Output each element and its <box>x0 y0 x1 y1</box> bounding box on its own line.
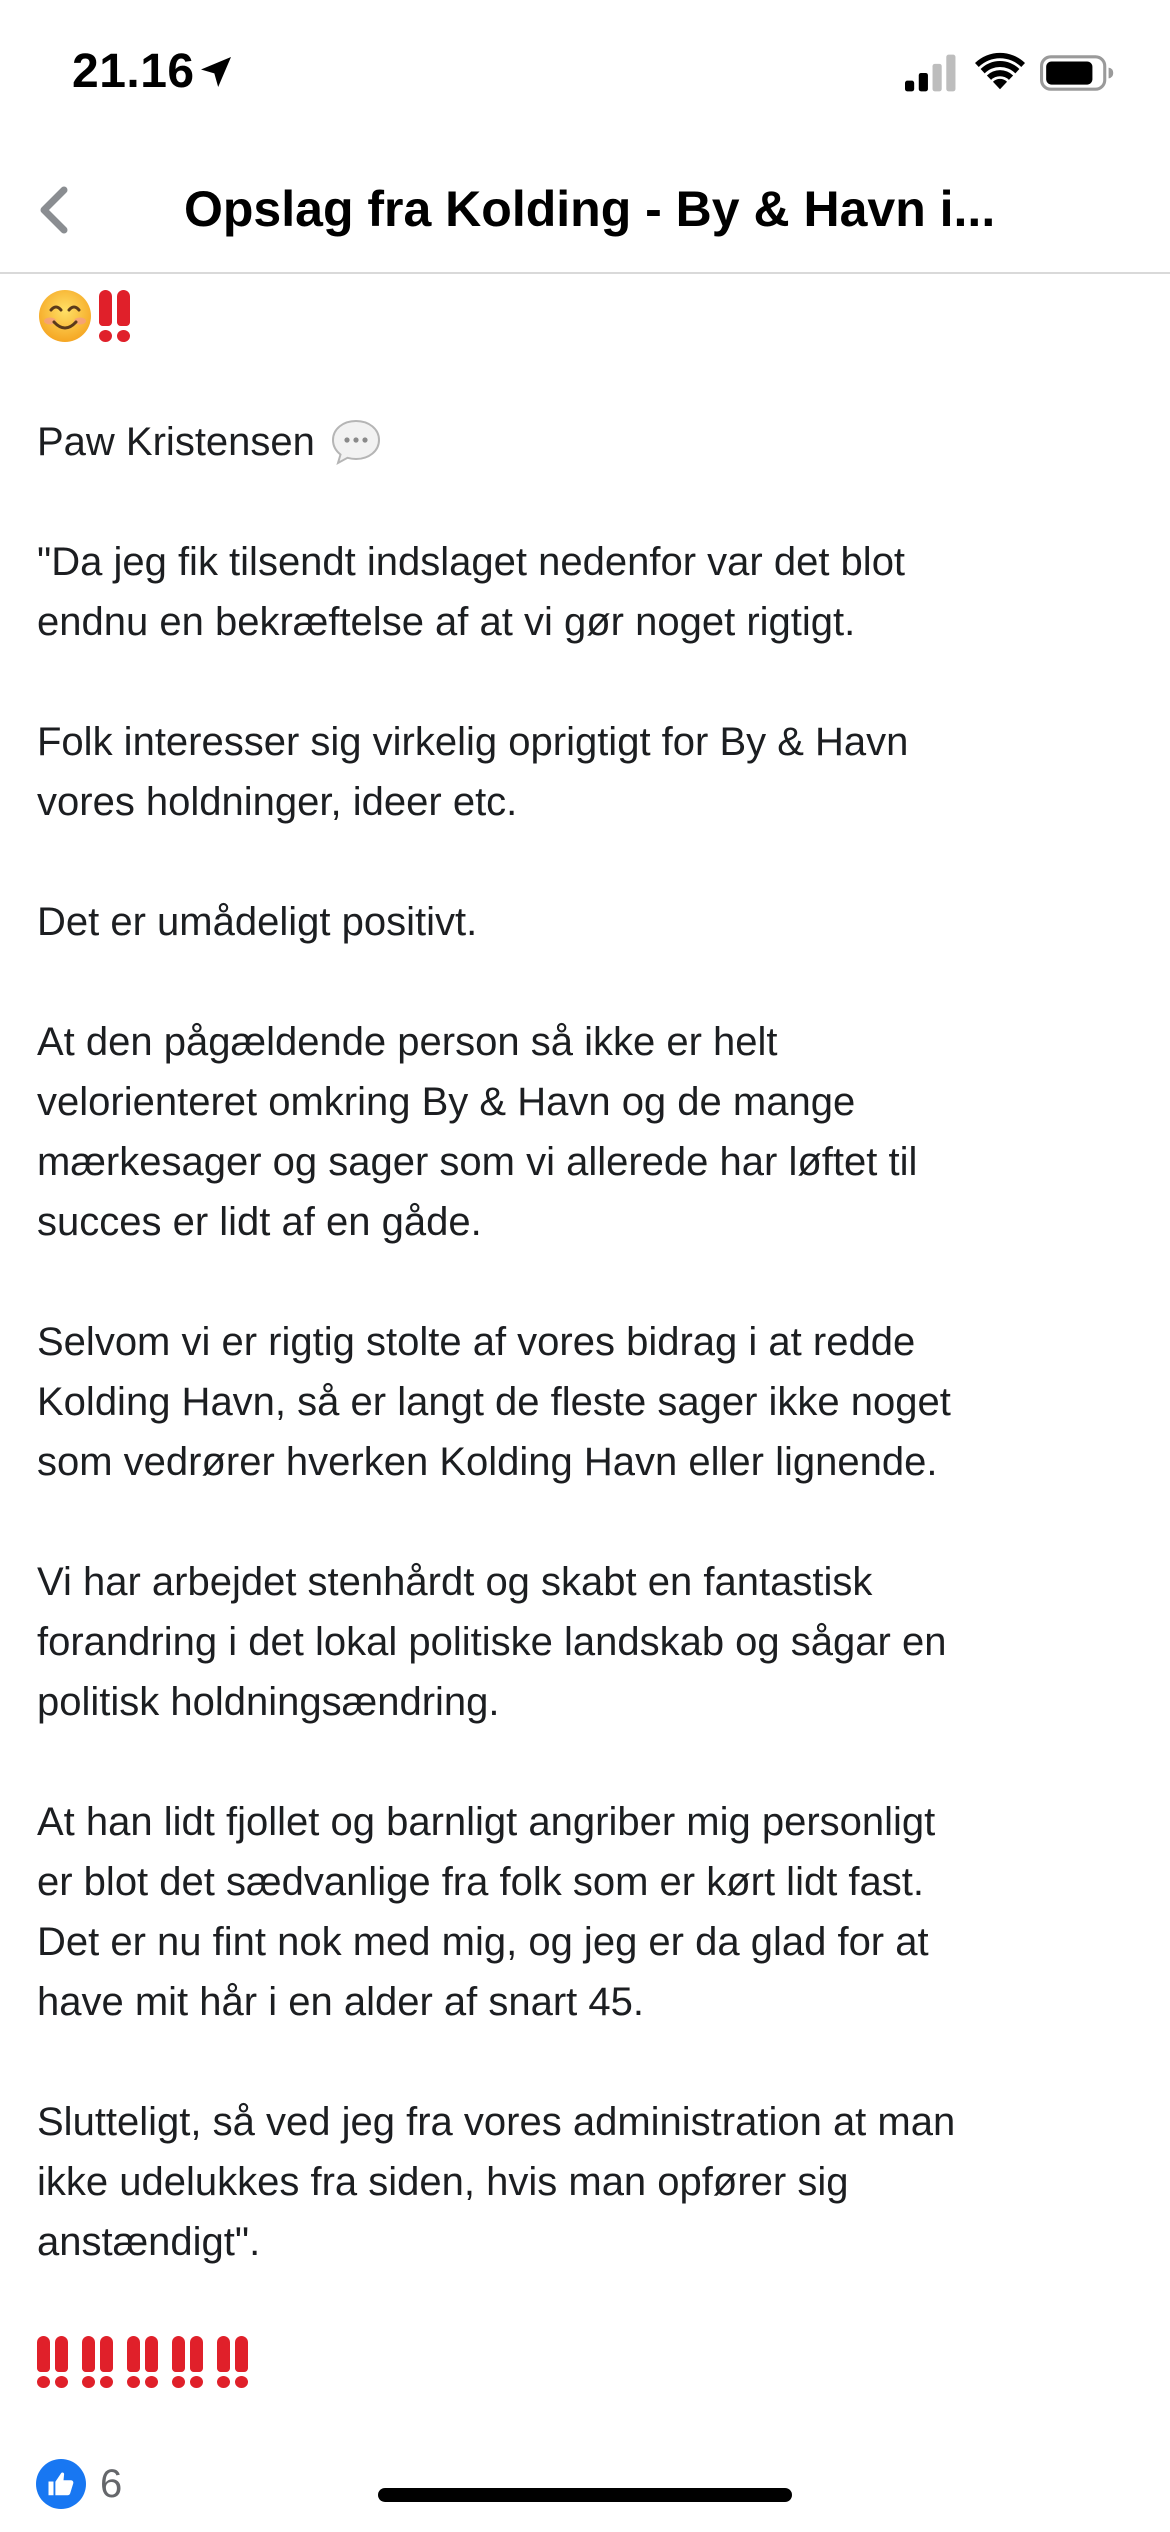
post-paragraph: Selvom vi er rigtig stolte af vores bidrag i at redde Kolding Havn, så er langt de fleste sager ikke noget som vedrører hverken Kolding Havn eller lignende. <box>37 1320 951 1484</box>
cellular-signal-icon <box>905 54 957 92</box>
double-exclamation-icon <box>127 2334 158 2390</box>
smiling-face-icon <box>37 288 93 344</box>
double-exclamation-icon <box>99 288 130 344</box>
double-exclamation-icon <box>172 2334 203 2390</box>
chevron-left-icon <box>28 180 84 240</box>
battery-icon <box>1040 54 1114 92</box>
reaction-summary[interactable] <box>36 2456 122 2512</box>
bottom-emoji-row <box>37 2334 1137 2390</box>
double-exclamation-icon <box>217 2334 248 2390</box>
post-paragraph: Slutteligt, så ved jeg fra vores administration at man ikke udelukkes fra siden, hvis man opfører sig anstændigt". <box>37 2100 956 2264</box>
like-count: 6 <box>100 2461 123 2506</box>
post-paragraph: At den pågældende person så ikke er helt velorienteret omkring By & Havn og de mange mærkesager og sager som vi allerede har løftet til succes er lidt af en gåde. <box>37 1020 918 1244</box>
double-exclamation-icon <box>37 2334 68 2390</box>
thumbs-up-icon <box>36 2459 86 2509</box>
home-indicator[interactable] <box>378 2488 792 2502</box>
author-name: Paw Kristensen <box>37 419 315 464</box>
location-arrow-icon <box>196 52 236 92</box>
author-line <box>37 412 1137 472</box>
navigation-bar <box>0 150 1170 274</box>
post-paragraph: Folk interesser sig virkelig oprigtigt for By & Havn vores holdninger, ideer etc. <box>37 720 909 824</box>
status-time: 21.16 <box>72 45 195 98</box>
back-button[interactable] <box>28 180 84 240</box>
post-paragraph: At han lidt fjollet og barnligt angriber mig personligt er blot det sædvanlige fra folk som er kørt lidt fast. Det er nu fint nok med mig, og jeg er da glad for at have mit hår i en alder af snart 45. <box>37 1800 936 2024</box>
top-emoji-row <box>37 276 1137 356</box>
status-bar <box>0 0 1170 150</box>
page-title: Opslag fra Kolding - By & Havn i... <box>184 181 996 237</box>
post-body <box>37 276 1137 2390</box>
post-paragraph: "Da jeg fik tilsendt indslaget nedenfor var det blot endnu en bekræftelse af at vi gør noget rigtigt. <box>37 540 906 644</box>
post-paragraph: Det er umådeligt positivt. <box>37 900 478 944</box>
post-paragraph: Vi har arbejdet stenhårdt og skabt en fantastisk forandring i det lokal politiske landskab og sågar en politisk holdningsændring. <box>37 1560 947 1724</box>
speech-bubble-icon <box>329 417 383 467</box>
wifi-icon <box>975 52 1025 92</box>
double-exclamation-icon <box>82 2334 113 2390</box>
